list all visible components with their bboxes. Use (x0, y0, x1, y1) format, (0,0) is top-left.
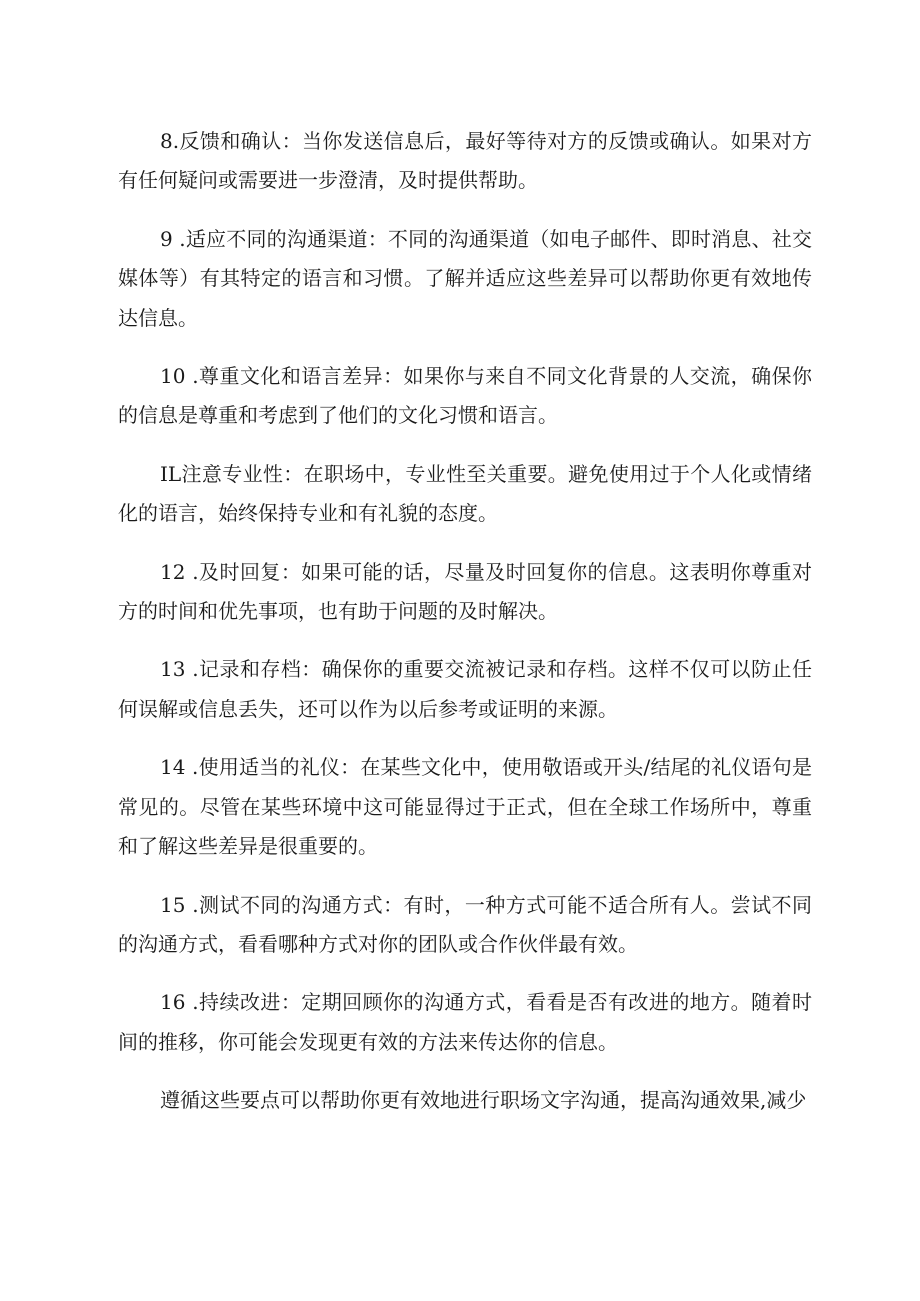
paragraph-feedback: 8.反馈和确认：当你发送信息后，最好等待对方的反馈或确认。如果对方有任何疑问或需要进一步澄清，及时提供帮助。 (118, 129, 812, 193)
paragraph-etiquette: 14 .使用适当的礼仪：在某些文化中，使用敬语或开头/结尾的礼仪语句是常见的。尽管在某些环境中这可能显得过于正式，但在全球工作场所中，尊重和了解这些差异是很重要的。 (118, 755, 812, 859)
paragraph-timely-reply: 12 .及时回复：如果可能的话，尽量及时回复你的信息。这表明你尊重对方的时间和优先事项，也有助于问题的及时解决。 (118, 559, 812, 624)
paragraph-culture: 10 .尊重文化和语言差异：如果你与来自不同文化背景的人交流，确保你的信息是尊重和考虑到了他们的文化习惯和语言。 (118, 364, 812, 428)
paragraph-test-methods: 15 .测试不同的沟通方式：有时，一种方式可能不适合所有人。尝试不同的沟通方式，看看哪种方式对你的团队或合作伙伴最有效。 (118, 892, 812, 956)
paragraph-conclusion: 遵循这些要点可以帮助你更有效地进行职场文字沟通，提高沟通效果,减少 (160, 1088, 807, 1113)
document-body (118, 122, 812, 1121)
paragraph-records: 13 .记录和存档：确保你的重要交流被记录和存档。这样不仅可以防止任何误解或信息丢失，还可以作为以后参考或证明的来源。 (118, 657, 812, 721)
paragraph-channels: 9 .适应不同的沟通渠道：不同的沟通渠道（如电子邮件、即时消息、社交媒体等）有其特定的语言和习惯。了解并适应这些差异可以帮助你更有效地传达信息。 (118, 226, 812, 330)
paragraph-professionalism: IL注意专业性：在职场中，专业性至关重要。避免使用过于个人化或情绪化的语言，始终保持专业和有礼貌的态度。 (118, 461, 812, 526)
paragraph-improvement: 16 .持续改进：定期回顾你的沟通方式，看看是否有改进的地方。随着时间的推移，你可能会发现更有效的方法来传达你的信息。 (118, 990, 812, 1054)
